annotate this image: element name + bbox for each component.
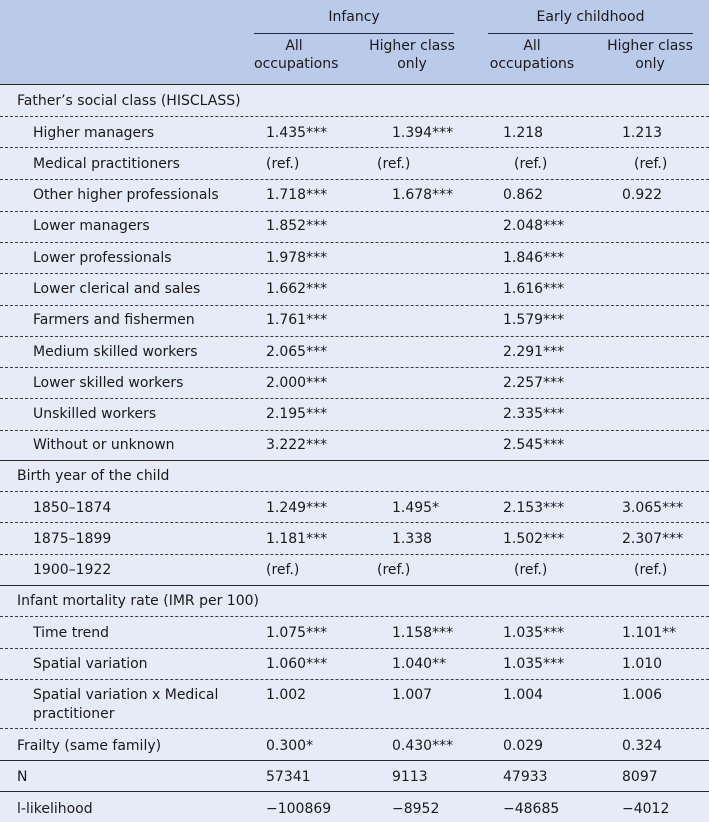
row-label: N <box>17 769 28 785</box>
table-cell: 8097 <box>622 769 658 785</box>
table-cell: 0.430*** <box>392 738 454 754</box>
row-divider <box>0 273 709 274</box>
table-cell: 1.846*** <box>503 250 565 266</box>
table-cell: 0.300* <box>266 738 314 754</box>
row-label: Medium skilled workers <box>33 344 198 360</box>
row-label: Without or unknown <box>33 437 175 453</box>
table-cell: (ref.) <box>266 562 300 578</box>
row-label: Unskilled workers <box>33 406 157 422</box>
header-group-infancy: Infancy <box>328 9 380 25</box>
table-cell: 3.065*** <box>622 500 684 516</box>
table-cell: 1.852*** <box>266 218 328 234</box>
table-cell: 2.195*** <box>266 406 328 422</box>
table-cell: 2.291*** <box>503 344 565 360</box>
table-cell: 1.338 <box>392 531 433 547</box>
row-label: 1900–1922 <box>33 562 112 578</box>
table-cell: (ref.) <box>266 156 300 172</box>
table-cell: (ref.) <box>634 156 668 172</box>
table-cell: 2.545*** <box>503 437 565 453</box>
table-cell: 2.153*** <box>503 500 565 516</box>
table-cell: 1.218 <box>503 125 544 141</box>
col-all2-line1: All <box>523 38 541 54</box>
section-divider <box>0 791 709 792</box>
table-cell: 0.922 <box>622 187 663 203</box>
col-all-line2: occupations <box>254 56 339 72</box>
table-cell: 1.579*** <box>503 312 565 328</box>
table-cell: 1.662*** <box>266 281 328 297</box>
row-divider <box>0 242 709 243</box>
section-divider <box>0 460 709 461</box>
table-cell: 1.004 <box>503 687 544 703</box>
table-cell: (ref.) <box>634 562 668 578</box>
table-cell: 1.502*** <box>503 531 565 547</box>
table-cell: 3.222*** <box>266 437 328 453</box>
header-underline-infancy <box>254 33 454 34</box>
row-divider <box>0 430 709 431</box>
table-cell: 1.002 <box>266 687 307 703</box>
col-all-occupations-2 <box>487 37 577 73</box>
table-cell: 1.678*** <box>392 187 454 203</box>
table-cell: 2.335*** <box>503 406 565 422</box>
section-divider <box>0 585 709 586</box>
table-cell: 1.060*** <box>266 656 328 672</box>
table-cell: 1.006 <box>622 687 663 703</box>
table-cell: 1.158*** <box>392 625 454 641</box>
row-label: Spatial variation <box>33 656 148 672</box>
row-label: Lower professionals <box>33 250 172 266</box>
table-cell: 1.181*** <box>266 531 328 547</box>
table-cell: 1.040** <box>392 656 447 672</box>
row-divider <box>0 522 709 523</box>
row-label-line2: practitioner <box>33 706 115 722</box>
table-cell: 0.324 <box>622 738 663 754</box>
row-label: Lower clerical and sales <box>33 281 201 297</box>
row-label: Spatial variation x Medical <box>33 687 219 703</box>
row-label: 1850–1874 <box>33 500 112 516</box>
row-divider <box>0 116 709 117</box>
row-divider <box>0 398 709 399</box>
table-cell: 1.035*** <box>503 656 565 672</box>
section-divider <box>0 760 709 761</box>
col-higher-class <box>362 37 462 73</box>
col-hc-line1: Higher class <box>369 38 455 54</box>
table-cell: 2.000*** <box>266 375 328 391</box>
row-divider <box>0 147 709 148</box>
row-divider <box>0 554 709 555</box>
section-label: Father’s social class (HISCLASS) <box>17 93 241 109</box>
table-cell: (ref.) <box>377 562 411 578</box>
row-label: Frailty (same family) <box>17 738 162 754</box>
table-cell: (ref.) <box>514 562 548 578</box>
row-divider <box>0 728 709 729</box>
col-hc-line2: only <box>397 56 427 72</box>
table-cell: 1.495* <box>392 500 440 516</box>
table-cell: 1.010 <box>622 656 663 672</box>
table-cell: 1.075*** <box>266 625 328 641</box>
section-label: Infant mortality rate (IMR per 100) <box>17 593 259 609</box>
table-cell: 1.978*** <box>266 250 328 266</box>
col-all2-line2: occupations <box>489 56 575 72</box>
row-label: Other higher professionals <box>33 187 219 203</box>
table-cell: −48685 <box>503 801 560 817</box>
table-cell: 1.761*** <box>266 312 328 328</box>
table-cell: (ref.) <box>514 156 548 172</box>
header-group-early-childhood: Early childhood <box>536 9 645 25</box>
section-label: Birth year of the child <box>17 468 170 484</box>
row-label: Medical practitioners <box>33 156 180 172</box>
row-label: Time trend <box>33 625 110 641</box>
header-underline-early <box>488 33 693 34</box>
table-cell: −8952 <box>392 801 440 817</box>
col-hc2-line2: only <box>635 56 665 72</box>
col-higher-class-2 <box>600 37 700 73</box>
table-cell: 2.065*** <box>266 344 328 360</box>
col-all-occupations <box>254 37 339 73</box>
section-divider <box>0 84 709 85</box>
row-divider <box>0 179 709 180</box>
row-divider <box>0 211 709 212</box>
table-cell: −4012 <box>622 801 670 817</box>
table-cell: (ref.) <box>377 156 411 172</box>
row-label: Higher managers <box>33 125 155 141</box>
table-cell: 2.048*** <box>503 218 565 234</box>
row-divider <box>0 648 709 649</box>
table-cell: −100869 <box>266 801 332 817</box>
table-cell: 57341 <box>266 769 311 785</box>
row-divider <box>0 367 709 368</box>
table-cell: 1.435*** <box>266 125 328 141</box>
table-cell: 0.862 <box>503 187 544 203</box>
row-label: 1875–1899 <box>33 531 112 547</box>
table-cell: 1.616*** <box>503 281 565 297</box>
table-cell: 1.249*** <box>266 500 328 516</box>
table-cell: 1.101** <box>622 625 677 641</box>
table-cell: 1.035*** <box>503 625 565 641</box>
row-divider <box>0 491 709 492</box>
table-cell: 1.007 <box>392 687 433 703</box>
row-divider <box>0 679 709 680</box>
row-label: Farmers and fishermen <box>33 312 195 328</box>
table-cell: 47933 <box>503 769 548 785</box>
table-cell: 2.257*** <box>503 375 565 391</box>
row-label: l-likelihood <box>17 801 93 817</box>
col-all-line1: All <box>285 38 303 54</box>
table-cell: 1.394*** <box>392 125 454 141</box>
row-divider <box>0 305 709 306</box>
table-cell: 9113 <box>392 769 428 785</box>
table-cell: 1.213 <box>622 125 663 141</box>
row-label: Lower managers <box>33 218 150 234</box>
col-hc2-line1: Higher class <box>607 38 693 54</box>
table-cell: 1.718*** <box>266 187 328 203</box>
row-label: Lower skilled workers <box>33 375 184 391</box>
table-cell: 2.307*** <box>622 531 684 547</box>
row-divider <box>0 336 709 337</box>
row-divider <box>0 616 709 617</box>
table-cell: 0.029 <box>503 738 544 754</box>
